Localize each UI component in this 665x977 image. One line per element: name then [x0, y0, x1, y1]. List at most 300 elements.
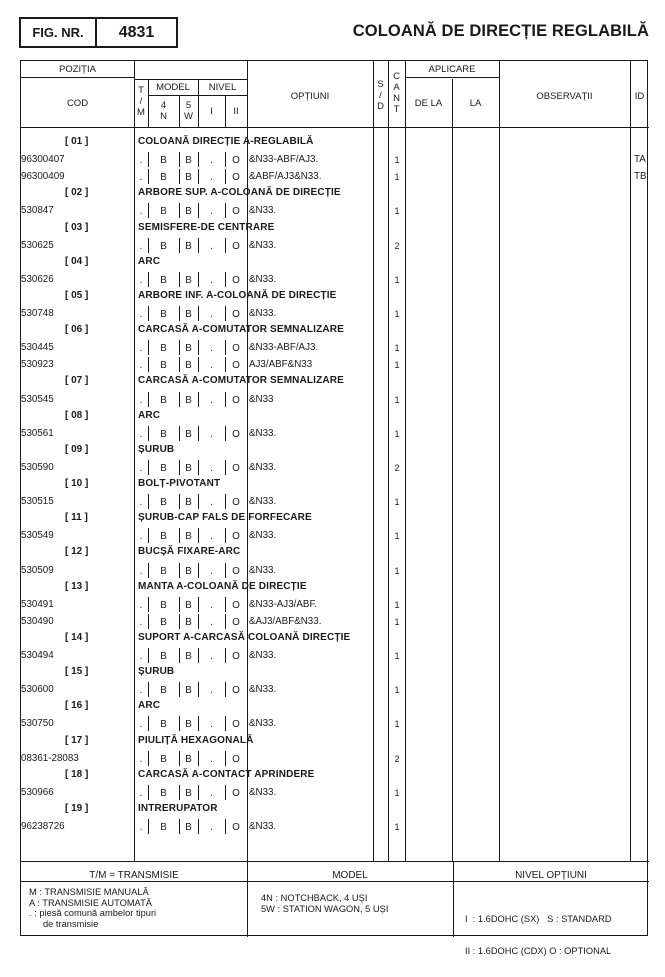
cell-divider — [179, 152, 180, 167]
quantity: 1 — [394, 155, 400, 166]
header-pozitia: POZIȚIA — [59, 64, 96, 75]
row-divider — [134, 79, 247, 80]
transmission-cell: . — [139, 685, 143, 697]
table-row — [21, 237, 649, 254]
quantity: 2 — [394, 240, 400, 251]
cell-divider — [225, 169, 226, 184]
cell-divider — [148, 597, 149, 612]
cell-divider — [148, 272, 149, 287]
option-code: &N33. — [249, 718, 277, 730]
group-title: SEMISFERE-DE CENTRARE — [138, 221, 275, 233]
quantity: 1 — [394, 822, 400, 832]
cell-divider — [148, 682, 149, 697]
group-title: ȘURUB — [138, 666, 175, 678]
cell-divider — [225, 460, 226, 475]
group-header-row — [21, 408, 649, 425]
table-row — [21, 459, 649, 476]
nivel-2-cell: O — [232, 497, 240, 509]
transmission-cell: . — [139, 531, 143, 543]
group-header-row — [21, 134, 649, 151]
table-row — [21, 681, 649, 698]
model-4n-cell: B — [160, 309, 167, 320]
quantity: 1 — [394, 787, 400, 798]
group-title: ARC — [138, 700, 161, 712]
cell-divider — [225, 272, 226, 287]
quantity: 1 — [394, 274, 400, 285]
nivel-1-cell: . — [210, 531, 213, 543]
group-position: [ 09 ] — [65, 443, 89, 455]
cell-divider — [179, 272, 180, 287]
nivel-1-cell: . — [210, 753, 213, 765]
quantity: 1 — [394, 685, 400, 696]
nivel-1-cell: . — [210, 155, 213, 167]
transmission-cell: . — [139, 360, 143, 372]
cell-divider — [225, 494, 226, 509]
model-5w-cell: B — [185, 172, 192, 184]
part-code: 530748 — [21, 308, 54, 319]
table-row — [21, 596, 649, 613]
cell-divider — [225, 392, 226, 407]
model-4n-cell: B — [160, 172, 167, 184]
transmission-cell: . — [139, 497, 143, 509]
transmission-cell: . — [139, 274, 143, 286]
transmission-cell: . — [139, 753, 143, 765]
group-position: [ 07 ] — [65, 375, 89, 387]
quantity: 2 — [394, 753, 400, 764]
part-code: 530590 — [21, 461, 54, 473]
model-4n-cell: B — [160, 753, 167, 765]
cell-divider — [198, 203, 199, 218]
group-position: [ 12 ] — [65, 546, 89, 558]
cell-divider — [198, 152, 199, 167]
group-position: [ 15 ] — [65, 666, 89, 678]
cell-divider — [198, 272, 199, 287]
table-row — [21, 750, 649, 767]
option-code: &N33. — [249, 564, 277, 576]
option-code: &ABF/AJ3&N33. — [249, 171, 322, 183]
model-4n-cell: B — [160, 155, 167, 167]
quantity: 1 — [394, 394, 400, 405]
quantity: 1 — [394, 309, 400, 319]
table-row — [21, 391, 649, 408]
nivel-2-cell: O — [232, 531, 240, 543]
nivel-1-cell: . — [210, 206, 213, 218]
cell-divider — [148, 340, 149, 355]
table-row — [21, 151, 649, 168]
table-row — [21, 647, 649, 664]
option-code: AJ3/ABF&N33 — [249, 359, 313, 371]
model-5w-cell: B — [185, 497, 192, 509]
table-row — [21, 613, 649, 630]
group-position: [ 16 ] — [65, 700, 89, 712]
cell-divider — [225, 785, 226, 800]
table-row — [21, 562, 649, 579]
table-row — [21, 202, 649, 219]
nivel-1-cell: . — [210, 497, 213, 509]
cell-divider — [225, 152, 226, 167]
group-header-row — [21, 220, 649, 237]
cell-divider — [198, 751, 199, 766]
group-position: [ 18 ] — [65, 768, 89, 780]
transmission-cell: . — [139, 172, 143, 184]
group-title: CARCASĂ A-COMUTATOR SEMNALIZARE — [138, 324, 344, 336]
option-code: &N33. — [249, 530, 277, 542]
model-4n-cell: B — [160, 616, 167, 628]
model-4n-cell: B — [160, 599, 167, 611]
header-de-la: DE LA — [414, 98, 443, 109]
quantity: 1 — [394, 616, 400, 627]
nivel-2-cell: O — [232, 565, 240, 577]
option-code: &N33. — [249, 308, 277, 319]
nivel-2-cell: O — [232, 599, 240, 611]
group-title: COLOANĂ DIRECȚIE A-REGLABILĂ — [138, 136, 314, 147]
nivel-1-cell: . — [210, 685, 213, 697]
group-title: ARC — [138, 409, 161, 421]
legend-model-text: 4N : NOTCHBACK, 4 UȘI 5W : STATION WAGON, 5 UȘI — [261, 893, 389, 914]
part-code: 530923 — [21, 359, 54, 371]
nivel-2-cell: O — [232, 719, 240, 731]
nivel-1-cell: . — [210, 565, 213, 577]
cell-divider — [198, 238, 199, 253]
row-divider — [21, 77, 134, 78]
nivel-1-cell: . — [210, 172, 213, 184]
nivel-2-cell: O — [232, 240, 240, 252]
group-header-row — [21, 664, 649, 681]
quantity: 1 — [394, 565, 400, 576]
cell-divider — [179, 597, 180, 612]
row-divider — [148, 95, 247, 96]
figure-number-box — [19, 17, 178, 48]
group-title: BOLȚ-PIVOTANT — [138, 478, 221, 489]
quantity: 1 — [394, 172, 400, 183]
model-5w-cell: B — [185, 616, 192, 628]
cell-divider — [225, 340, 226, 355]
cell-divider — [225, 614, 226, 629]
model-4n-cell: B — [160, 428, 167, 440]
model-4n-cell: B — [160, 822, 167, 833]
model-5w-cell: B — [185, 753, 192, 765]
nivel-2-cell: O — [232, 343, 240, 355]
header-tm: T / M — [137, 85, 145, 118]
group-position: [ 08 ] — [65, 409, 89, 421]
model-4n-cell: B — [160, 240, 167, 252]
transmission-cell: . — [139, 616, 143, 628]
cell-divider — [179, 785, 180, 800]
nivel-1-cell: . — [210, 343, 213, 355]
table-row — [21, 356, 649, 373]
table-row — [21, 168, 649, 185]
part-code: 530600 — [21, 684, 54, 696]
cell-divider — [198, 819, 199, 834]
nivel-2-cell: O — [232, 394, 240, 406]
quantity: 1 — [394, 651, 400, 661]
cell-divider — [179, 682, 180, 697]
quantity: 2 — [394, 462, 400, 473]
cell-divider — [198, 169, 199, 184]
option-code: &N33. — [249, 205, 277, 217]
option-code: &N33. — [249, 239, 277, 251]
quantity: 1 — [394, 428, 400, 439]
group-title: SUPORT A-CARCASĂ COLOANĂ DIRECȚIE — [138, 631, 351, 643]
cell-divider — [198, 563, 199, 578]
table-row — [21, 818, 649, 835]
table-row — [21, 425, 649, 442]
group-position: [ 03 ] — [65, 221, 89, 233]
quantity: 1 — [394, 531, 400, 542]
group-position: [ 17 ] — [65, 734, 89, 746]
cell-divider — [198, 614, 199, 629]
model-5w-cell: B — [185, 360, 192, 372]
group-title: CARCASĂ A-COMUTATOR SEMNALIZARE — [138, 375, 344, 387]
nivel-1-cell: . — [210, 240, 213, 252]
nivel-1-cell: . — [210, 394, 213, 406]
model-5w-cell: B — [185, 240, 192, 252]
cell-divider — [179, 340, 180, 355]
transmission-cell: . — [139, 565, 143, 577]
nivel-1-cell: . — [210, 599, 213, 611]
part-code: 530847 — [21, 205, 54, 217]
option-code: &N33. — [249, 273, 277, 285]
header-optiuni: OPȚIUNI — [290, 91, 330, 102]
cell-divider — [179, 751, 180, 766]
cell-divider — [179, 716, 180, 731]
model-4n-cell: B — [160, 274, 167, 286]
cell-divider — [225, 716, 226, 731]
group-title: PIULIȚĂ HEXAGONALĂ — [138, 734, 254, 746]
group-position: [ 06 ] — [65, 324, 89, 336]
header-la: LA — [469, 98, 482, 109]
model-4n-cell: B — [160, 531, 167, 543]
table-row — [21, 305, 649, 322]
group-title: ȘURUB-CAP FALS DE FORFECARE — [138, 512, 312, 524]
part-code: 530549 — [21, 530, 54, 542]
nivel-1-cell: . — [210, 428, 213, 440]
header-model-5w: 5 W — [184, 100, 193, 122]
model-4n-cell: B — [160, 343, 167, 355]
cell-divider — [198, 785, 199, 800]
option-code: &N33-AJ3/ABF. — [249, 598, 318, 610]
group-position: [ 13 ] — [65, 580, 89, 592]
model-4n-cell: B — [160, 651, 167, 662]
cell-divider — [225, 203, 226, 218]
cell-divider — [148, 238, 149, 253]
model-4n-cell: B — [160, 565, 167, 577]
quantity: 1 — [394, 599, 400, 610]
cell-divider — [148, 494, 149, 509]
group-header-row — [21, 442, 649, 459]
cell-divider — [179, 563, 180, 578]
option-code: &N33-ABF/AJ3. — [249, 154, 319, 166]
table-row — [21, 493, 649, 510]
header-model: MODEL — [156, 82, 190, 93]
nivel-1-cell: . — [210, 719, 213, 731]
option-code: &N33 — [249, 393, 274, 405]
group-header-row — [21, 185, 649, 202]
nivel-2-cell: O — [232, 822, 240, 833]
nivel-1-cell: . — [210, 616, 213, 628]
cell-divider — [198, 392, 199, 407]
cell-divider — [225, 357, 226, 372]
transmission-cell: . — [139, 599, 143, 611]
transmission-cell: . — [139, 462, 143, 474]
model-4n-cell: B — [160, 685, 167, 697]
nivel-2-cell: O — [232, 155, 240, 167]
nivel-2-cell: O — [232, 206, 240, 218]
group-header-row — [21, 322, 649, 339]
cell-divider — [179, 357, 180, 372]
table-row — [21, 784, 649, 801]
nivel-2-cell: O — [232, 787, 240, 799]
cell-divider — [179, 819, 180, 834]
nivel-2-cell: O — [232, 274, 240, 286]
header-nivel: NIVEL — [208, 82, 237, 93]
group-title: INTRERUPATOR — [138, 802, 218, 814]
header-id: ID — [634, 91, 645, 102]
group-title: ARBORE INF. A-COLOANĂ DE DIRECȚIE — [138, 289, 337, 301]
group-position: [ 10 ] — [65, 478, 89, 489]
cell-divider — [225, 563, 226, 578]
group-position: [ 14 ] — [65, 631, 89, 643]
cell-divider — [179, 528, 180, 543]
model-5w-cell: B — [185, 787, 192, 799]
model-4n-cell: B — [160, 462, 167, 474]
model-5w-cell: B — [185, 462, 192, 474]
model-5w-cell: B — [185, 206, 192, 218]
cell-divider — [148, 819, 149, 834]
option-code: &N33. — [249, 786, 277, 798]
nivel-2-cell: O — [232, 309, 240, 320]
group-position: [ 04 ] — [65, 255, 89, 267]
model-5w-cell: B — [185, 565, 192, 577]
part-code: 530445 — [21, 342, 54, 354]
id-code: TA — [634, 154, 646, 166]
legend-tm-title: T/M = TRANSMISIE — [89, 870, 179, 881]
option-code: &N33. — [249, 427, 277, 439]
part-code: 96300409 — [21, 171, 65, 183]
nivel-1-cell: . — [210, 360, 213, 372]
cell-divider — [148, 203, 149, 218]
cell-divider — [148, 426, 149, 441]
group-position: [ 19 ] — [65, 802, 89, 814]
legend-nivel-title: NIVEL OPȚIUNI — [515, 870, 587, 881]
header-cod: COD — [66, 98, 89, 109]
cell-divider — [179, 392, 180, 407]
group-header-row — [21, 579, 649, 596]
group-title: ARBORE SUP. A-COLOANĂ DE DIRECȚIE — [138, 187, 341, 199]
cell-divider — [148, 716, 149, 731]
transmission-cell: . — [139, 822, 143, 833]
part-code: 530626 — [21, 273, 54, 285]
legend-title-line — [21, 881, 649, 882]
part-code: 530966 — [21, 786, 54, 798]
cell-divider — [198, 682, 199, 697]
cell-divider — [148, 528, 149, 543]
nivel-1-cell: . — [210, 822, 213, 833]
cell-divider — [179, 203, 180, 218]
model-5w-cell: B — [185, 428, 192, 440]
table-row — [21, 715, 649, 732]
model-5w-cell: B — [185, 394, 192, 406]
cell-divider — [198, 460, 199, 475]
figure-number: 4831 — [118, 23, 155, 41]
nivel-1-cell: . — [210, 274, 213, 286]
nivel-2-cell: O — [232, 753, 240, 765]
nivel-1-cell: . — [210, 651, 213, 662]
header-sd: S / D — [377, 79, 384, 112]
model-4n-cell: B — [160, 719, 167, 731]
model-5w-cell: B — [185, 599, 192, 611]
header-nivel-1: I — [210, 106, 213, 117]
group-header-row — [21, 698, 649, 715]
group-title: ARC — [138, 255, 161, 267]
quantity: 1 — [394, 719, 400, 730]
nivel-2-cell: O — [232, 172, 240, 184]
transmission-cell: . — [139, 343, 143, 355]
model-5w-cell: B — [185, 155, 192, 167]
cell-divider — [225, 819, 226, 834]
cell-divider — [148, 152, 149, 167]
transmission-cell: . — [139, 787, 143, 799]
cell-divider — [198, 528, 199, 543]
group-header-row — [21, 801, 649, 818]
part-code: 530545 — [21, 393, 54, 405]
part-code: 530494 — [21, 650, 54, 661]
group-title: BUCȘĂ FIXARE-ARC — [138, 546, 241, 558]
part-code: 530509 — [21, 564, 54, 576]
model-5w-cell: B — [185, 822, 192, 833]
parts-table — [20, 60, 648, 956]
table-row — [21, 271, 649, 288]
nivel-2-cell: O — [232, 428, 240, 440]
header-model-4n: 4 N — [160, 100, 167, 122]
group-title: CARCASĂ A-CONTACT APRINDERE — [138, 768, 315, 780]
quantity: 1 — [394, 360, 400, 371]
group-header-row — [21, 476, 649, 493]
cell-divider — [148, 751, 149, 766]
cell-divider — [198, 340, 199, 355]
header-cant: C A N T — [393, 71, 400, 115]
part-code: 08361-28083 — [21, 752, 79, 764]
transmission-cell: . — [139, 309, 143, 320]
legend-top-line — [21, 861, 649, 862]
cell-divider — [148, 460, 149, 475]
part-code: 530490 — [21, 615, 54, 627]
table-row — [21, 339, 649, 356]
part-code: 530561 — [21, 427, 54, 439]
legend-model-title: MODEL — [332, 870, 368, 881]
cell-divider — [148, 563, 149, 578]
cell-divider — [179, 494, 180, 509]
quantity: 1 — [394, 206, 400, 217]
model-5w-cell: B — [185, 531, 192, 543]
option-code: &N33. — [249, 821, 277, 832]
transmission-cell: . — [139, 651, 143, 662]
cell-divider — [148, 357, 149, 372]
group-position: [ 05 ] — [65, 289, 89, 301]
option-code: &N33. — [249, 684, 277, 696]
model-4n-cell: B — [160, 394, 167, 406]
cell-divider — [179, 426, 180, 441]
group-header-row — [21, 630, 649, 647]
group-title: MANTA A-COLOANĂ DE DIRECȚIE — [138, 580, 307, 592]
model-5w-cell: B — [185, 309, 192, 320]
table-row — [21, 527, 649, 544]
model-5w-cell: B — [185, 719, 192, 731]
nivel-2-cell: O — [232, 685, 240, 697]
model-4n-cell: B — [160, 787, 167, 799]
cell-divider — [179, 238, 180, 253]
nivel-1-cell: . — [210, 787, 213, 799]
